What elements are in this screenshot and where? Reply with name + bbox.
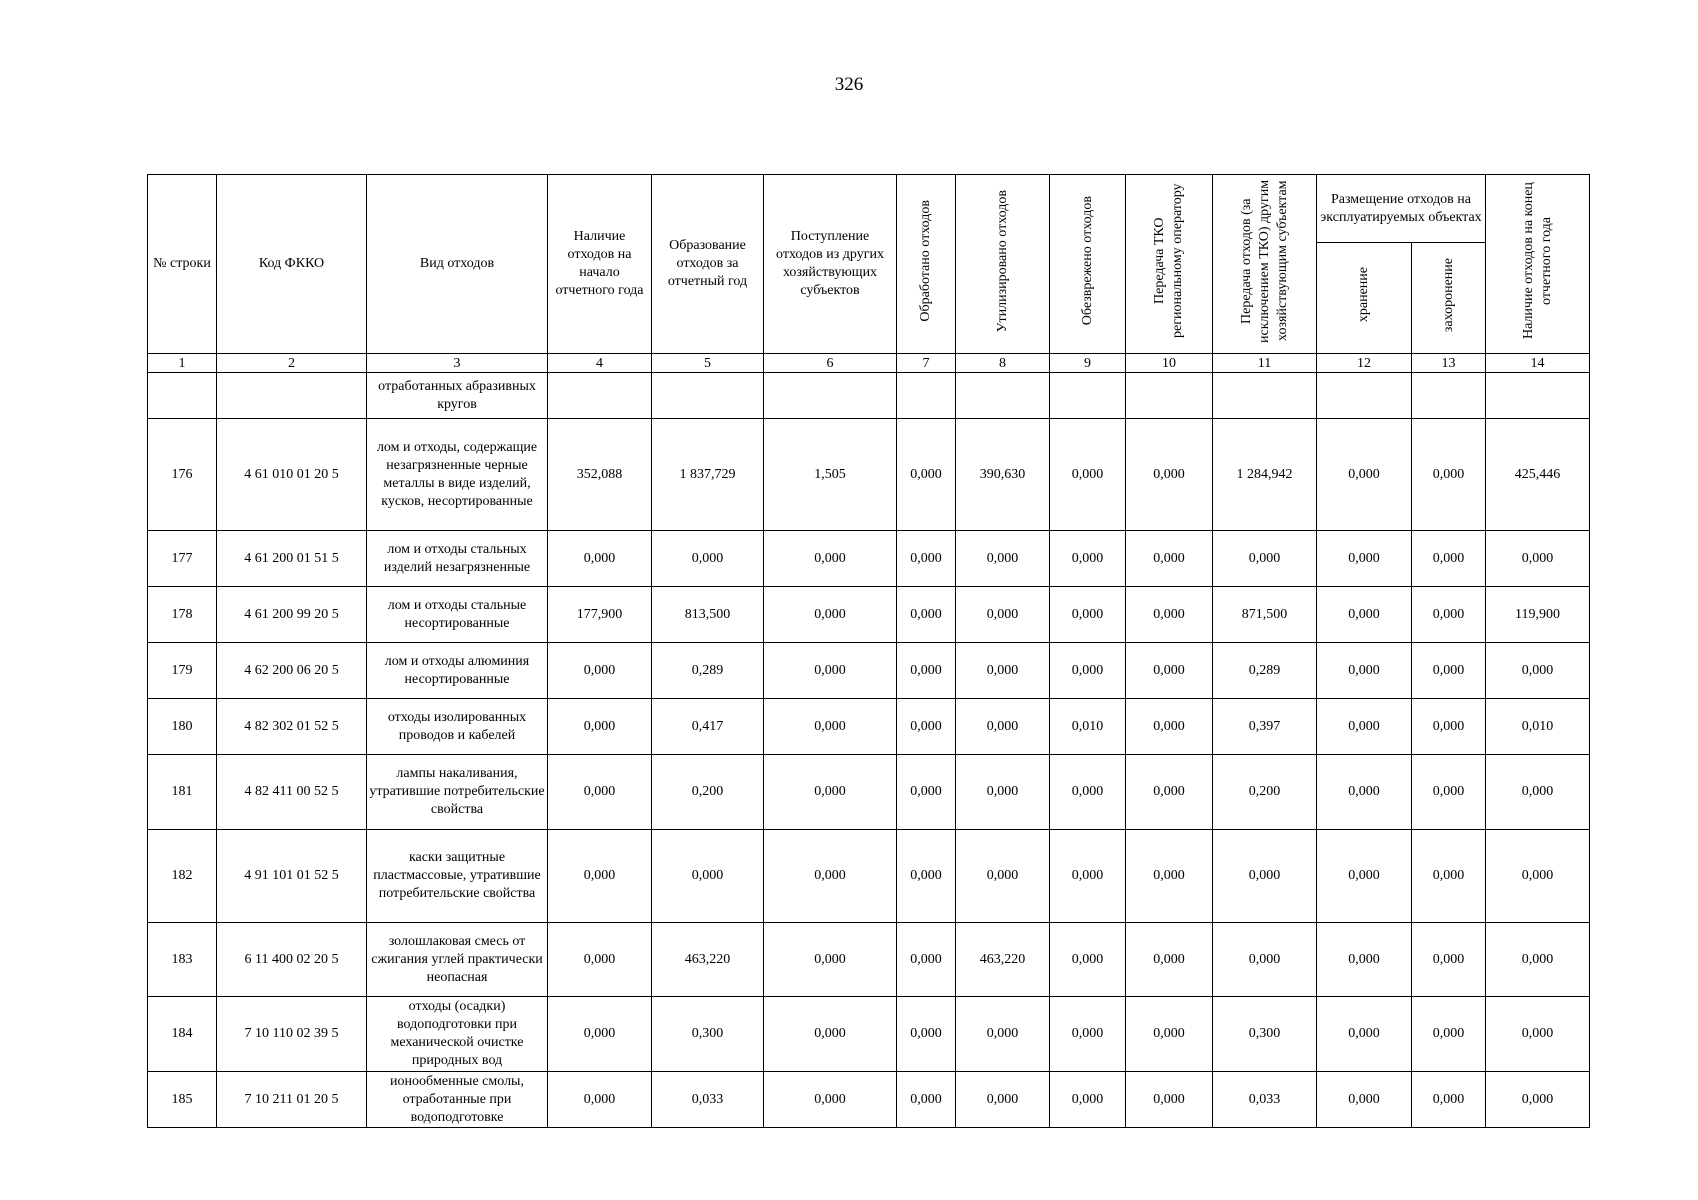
header-kind: Вид отходов	[367, 175, 548, 354]
value-cell: 0,000	[1486, 643, 1590, 699]
header-processed: Обработано отходов	[897, 175, 956, 354]
kind-cell: отходы изолированных проводов и кабелей	[367, 699, 548, 755]
code-cell: 4 82 411 00 52 5	[217, 755, 367, 830]
row-number-cell: 182	[148, 830, 217, 923]
value-cell: 0,000	[1486, 1072, 1590, 1128]
value-cell	[1412, 373, 1486, 419]
value-cell: 0,000	[897, 755, 956, 830]
table-row	[148, 1072, 1590, 1128]
column-number: 7	[897, 354, 956, 373]
value-cell: 0,000	[1213, 531, 1317, 587]
header-start: Наличие отходов на начало отчетного года	[548, 175, 652, 354]
table-row	[148, 643, 1590, 699]
value-cell: 0,000	[764, 643, 897, 699]
value-cell: 0,000	[897, 587, 956, 643]
value-cell: 0,000	[897, 531, 956, 587]
table-row	[148, 373, 1590, 419]
value-cell: 0,000	[897, 923, 956, 997]
value-cell: 119,900	[1486, 587, 1590, 643]
value-cell: 0,000	[764, 1072, 897, 1128]
code-cell: 4 91 101 01 52 5	[217, 830, 367, 923]
header-formed: Образование отходов за отчетный год	[652, 175, 764, 354]
value-cell: 0,200	[1213, 755, 1317, 830]
value-cell	[548, 373, 652, 419]
header-received: Поступление отходов из других хозяйствующих субъектов	[764, 175, 897, 354]
value-cell: 0,000	[1486, 531, 1590, 587]
code-cell: 6 11 400 02 20 5	[217, 923, 367, 997]
value-cell: 0,000	[1317, 419, 1412, 531]
value-cell	[1213, 373, 1317, 419]
value-cell: 1,505	[764, 419, 897, 531]
value-cell: 0,000	[1050, 830, 1126, 923]
row-number-cell: 180	[148, 699, 217, 755]
table-row	[148, 699, 1590, 755]
value-cell: 0,000	[956, 997, 1050, 1072]
header-transfer: Передача отходов (за исключением ТКО) другим хозяйствующим субъектам	[1213, 175, 1317, 354]
value-cell: 352,088	[548, 419, 652, 531]
value-cell: 0,010	[1050, 699, 1126, 755]
value-cell: 0,000	[1050, 419, 1126, 531]
value-cell: 0,000	[1317, 587, 1412, 643]
value-cell: 0,000	[1486, 997, 1590, 1072]
value-cell: 0,000	[548, 531, 652, 587]
value-cell: 0,000	[897, 699, 956, 755]
value-cell: 0,000	[897, 419, 956, 531]
row-number-cell: 181	[148, 755, 217, 830]
page-number: 326	[834, 74, 864, 95]
kind-cell: лампы накаливания, утратившие потребительские свойства	[367, 755, 548, 830]
value-cell: 0,000	[1412, 587, 1486, 643]
kind-cell: лом и отходы стальные несортированные	[367, 587, 548, 643]
value-cell: 871,500	[1213, 587, 1317, 643]
table-row	[148, 923, 1590, 997]
header-tko: Передача ТКО региональному оператору	[1126, 175, 1213, 354]
value-cell: 0,000	[764, 755, 897, 830]
header-placement: Размещение отходов на эксплуатируемых объектах	[1317, 175, 1486, 243]
column-number: 5	[652, 354, 764, 373]
table-row	[148, 830, 1590, 923]
value-cell: 0,000	[1213, 830, 1317, 923]
value-cell: 0,397	[1213, 699, 1317, 755]
value-cell: 0,000	[1050, 531, 1126, 587]
column-number: 4	[548, 354, 652, 373]
kind-cell: отработанных абразивных кругов	[367, 373, 548, 419]
value-cell	[1126, 373, 1213, 419]
value-cell: 0,000	[1412, 923, 1486, 997]
value-cell: 0,000	[1412, 643, 1486, 699]
value-cell: 0,000	[548, 755, 652, 830]
value-cell: 425,446	[1486, 419, 1590, 531]
value-cell: 0,417	[652, 699, 764, 755]
value-cell: 0,000	[1317, 699, 1412, 755]
value-cell: 0,000	[1126, 531, 1213, 587]
value-cell: 0,000	[1050, 587, 1126, 643]
waste-table	[147, 174, 1590, 1128]
row-number-cell: 184	[148, 997, 217, 1072]
value-cell: 0,000	[764, 531, 897, 587]
value-cell: 0,000	[1412, 997, 1486, 1072]
value-cell: 0,000	[548, 1072, 652, 1128]
header-row-no: № строки	[148, 175, 217, 354]
value-cell: 0,033	[1213, 1072, 1317, 1128]
value-cell: 390,630	[956, 419, 1050, 531]
column-number: 3	[367, 354, 548, 373]
kind-cell: золошлаковая смесь от сжигания углей практически неопасная	[367, 923, 548, 997]
value-cell: 0,000	[956, 755, 1050, 830]
value-cell	[897, 373, 956, 419]
value-cell: 0,000	[1412, 531, 1486, 587]
code-cell: 4 62 200 06 20 5	[217, 643, 367, 699]
column-number: 2	[217, 354, 367, 373]
table-row	[148, 531, 1590, 587]
kind-cell: лом и отходы алюминия несортированные	[367, 643, 548, 699]
value-cell: 0,000	[956, 643, 1050, 699]
header-code: Код ФККО	[217, 175, 367, 354]
value-cell	[764, 373, 897, 419]
value-cell: 0,000	[764, 699, 897, 755]
column-number: 12	[1317, 354, 1412, 373]
column-numbers-row	[148, 354, 1590, 373]
value-cell: 813,500	[652, 587, 764, 643]
table-row	[148, 755, 1590, 830]
value-cell: 0,000	[1412, 830, 1486, 923]
code-cell: 7 10 110 02 39 5	[217, 997, 367, 1072]
value-cell: 0,000	[1412, 1072, 1486, 1128]
column-number: 10	[1126, 354, 1213, 373]
value-cell: 0,000	[548, 699, 652, 755]
row-number-cell: 177	[148, 531, 217, 587]
value-cell: 1 284,942	[1213, 419, 1317, 531]
value-cell: 0,000	[897, 997, 956, 1072]
value-cell: 0,010	[1486, 699, 1590, 755]
row-number-cell: 176	[148, 419, 217, 531]
column-number: 14	[1486, 354, 1590, 373]
code-cell: 4 82 302 01 52 5	[217, 699, 367, 755]
value-cell: 0,000	[548, 997, 652, 1072]
value-cell: 177,900	[548, 587, 652, 643]
value-cell: 0,000	[1126, 587, 1213, 643]
value-cell: 0,000	[956, 1072, 1050, 1128]
value-cell: 0,000	[1486, 830, 1590, 923]
value-cell: 0,000	[1317, 923, 1412, 997]
row-number-cell: 178	[148, 587, 217, 643]
value-cell: 0,300	[652, 997, 764, 1072]
code-cell: 7 10 211 01 20 5	[217, 1072, 367, 1128]
code-cell: 4 61 200 01 51 5	[217, 531, 367, 587]
value-cell: 0,000	[1126, 643, 1213, 699]
value-cell	[652, 373, 764, 419]
value-cell	[1050, 373, 1126, 419]
value-cell: 0,000	[1317, 1072, 1412, 1128]
value-cell: 0,000	[652, 531, 764, 587]
value-cell: 0,000	[956, 699, 1050, 755]
value-cell: 0,000	[1050, 923, 1126, 997]
header-neutralized: Обезврежено отходов	[1050, 175, 1126, 354]
value-cell: 0,000	[956, 830, 1050, 923]
value-cell: 0,000	[548, 830, 652, 923]
kind-cell: лом и отходы стальных изделий незагрязненные	[367, 531, 548, 587]
value-cell: 0,000	[1126, 1072, 1213, 1128]
code-cell: 4 61 010 01 20 5	[217, 419, 367, 531]
table-row	[148, 419, 1590, 531]
kind-cell: лом и отходы, содержащие незагрязненные черные металлы в виде изделий, кусков, несортированные	[367, 419, 548, 531]
code-cell: 4 61 200 99 20 5	[217, 587, 367, 643]
value-cell: 0,000	[956, 587, 1050, 643]
value-cell: 0,000	[1317, 643, 1412, 699]
value-cell: 0,000	[652, 830, 764, 923]
column-number: 6	[764, 354, 897, 373]
value-cell	[956, 373, 1050, 419]
value-cell: 0,000	[1126, 830, 1213, 923]
kind-cell: каски защитные пластмассовые, утратившие потребительские свойства	[367, 830, 548, 923]
code-cell	[217, 373, 367, 419]
value-cell: 0,000	[764, 587, 897, 643]
value-cell: 0,033	[652, 1072, 764, 1128]
value-cell: 0,000	[1486, 755, 1590, 830]
header-burial: захоронение	[1412, 243, 1486, 354]
kind-cell: ионообменные смолы, отработанные при водоподготовке	[367, 1072, 548, 1128]
value-cell: 0,000	[1126, 699, 1213, 755]
value-cell: 0,000	[897, 643, 956, 699]
value-cell: 463,220	[652, 923, 764, 997]
row-number-cell: 183	[148, 923, 217, 997]
value-cell: 0,000	[1050, 1072, 1126, 1128]
value-cell: 0,289	[1213, 643, 1317, 699]
value-cell: 0,000	[1050, 643, 1126, 699]
value-cell: 0,000	[1126, 419, 1213, 531]
value-cell: 0,000	[764, 923, 897, 997]
value-cell: 0,000	[1126, 755, 1213, 830]
row-number-cell	[148, 373, 217, 419]
value-cell: 0,000	[1213, 923, 1317, 997]
value-cell: 0,000	[897, 830, 956, 923]
column-number: 1	[148, 354, 217, 373]
value-cell: 0,000	[1486, 923, 1590, 997]
column-number: 9	[1050, 354, 1126, 373]
value-cell: 463,220	[956, 923, 1050, 997]
table-row	[148, 997, 1590, 1072]
value-cell: 0,000	[1317, 830, 1412, 923]
value-cell: 0,000	[764, 830, 897, 923]
value-cell: 0,000	[1412, 419, 1486, 531]
column-number: 13	[1412, 354, 1486, 373]
value-cell: 0,000	[1317, 531, 1412, 587]
value-cell: 0,000	[1050, 755, 1126, 830]
table-row	[148, 587, 1590, 643]
value-cell	[1486, 373, 1590, 419]
value-cell: 0,200	[652, 755, 764, 830]
kind-cell: отходы (осадки) водоподготовки при механической очистке природных вод	[367, 997, 548, 1072]
column-number: 11	[1213, 354, 1317, 373]
value-cell: 0,000	[1412, 755, 1486, 830]
header-storage: хранение	[1317, 243, 1412, 354]
value-cell: 0,000	[1317, 997, 1412, 1072]
header-end: Наличие отходов на конец отчетного года	[1486, 175, 1590, 354]
value-cell: 0,000	[548, 923, 652, 997]
value-cell: 0,000	[897, 1072, 956, 1128]
column-number: 8	[956, 354, 1050, 373]
header-utilized: Утилизировано отходов	[956, 175, 1050, 354]
row-number-cell: 185	[148, 1072, 217, 1128]
value-cell: 0,289	[652, 643, 764, 699]
value-cell: 0,000	[956, 531, 1050, 587]
value-cell: 0,000	[1050, 997, 1126, 1072]
value-cell: 0,000	[1412, 699, 1486, 755]
row-number-cell: 179	[148, 643, 217, 699]
value-cell: 0,000	[548, 643, 652, 699]
value-cell: 0,000	[1126, 997, 1213, 1072]
value-cell: 1 837,729	[652, 419, 764, 531]
value-cell	[1317, 373, 1412, 419]
value-cell: 0,000	[764, 997, 897, 1072]
value-cell: 0,000	[1317, 755, 1412, 830]
value-cell: 0,000	[1126, 923, 1213, 997]
value-cell: 0,300	[1213, 997, 1317, 1072]
